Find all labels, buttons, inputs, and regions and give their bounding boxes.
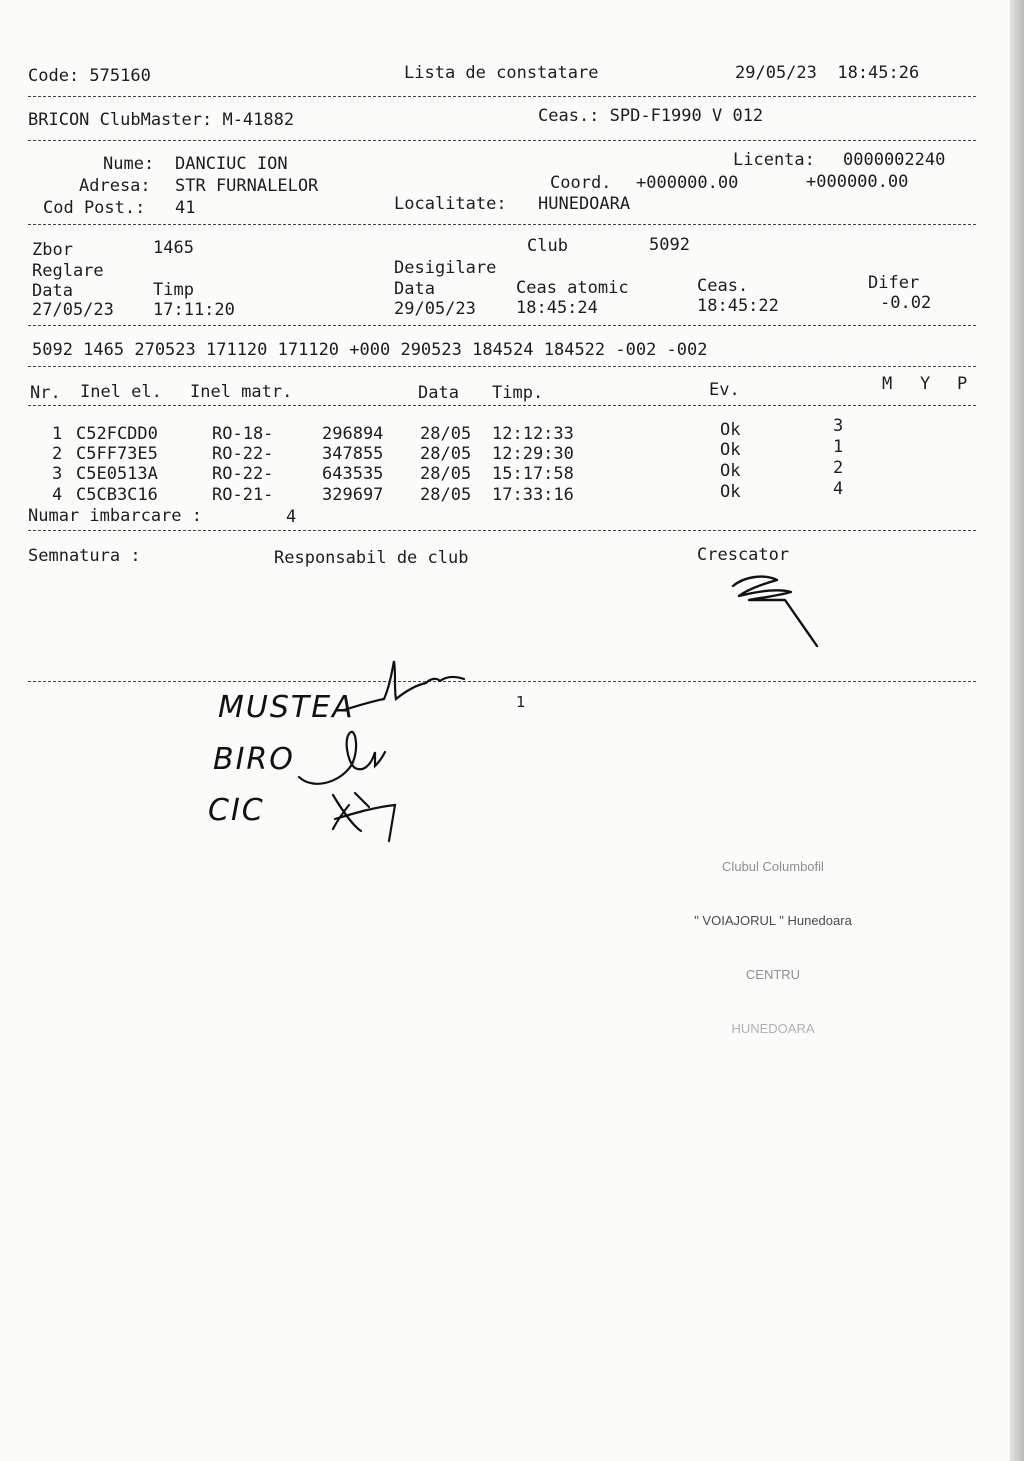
divider	[28, 96, 976, 97]
ceas-atomic-label: Ceas atomic	[516, 278, 629, 298]
stamp-line: " VOIAJORUL " Hunedoara	[694, 913, 852, 928]
row-inel-el: C5FF73E5	[76, 444, 158, 464]
row-ring-number: 296894	[322, 424, 384, 444]
coord-2: +000000.00	[806, 172, 909, 192]
signature-scribble	[340, 655, 470, 725]
col-header-p: P	[957, 374, 968, 394]
desigilare-data: 29/05/23	[394, 299, 476, 319]
row-ring-number: 329697	[322, 485, 384, 505]
ceas-value: 18:45:22	[697, 296, 779, 316]
document-title: Lista de constatare	[404, 63, 599, 83]
row-inel-el: C5CB3C16	[76, 485, 158, 505]
row-time: 12:29:30	[492, 444, 574, 464]
stamp-line: HUNEDOARA	[731, 1021, 815, 1036]
reglare-data: 27/05/23	[32, 300, 114, 320]
col-header-data: Data	[418, 383, 459, 403]
divider	[28, 405, 976, 406]
col-header-m: M	[882, 374, 893, 394]
name-label: Nume:	[103, 154, 155, 174]
owner-name: DANCIUC ION	[175, 154, 288, 174]
row-ring-number: 643535	[322, 464, 384, 484]
row-nr: 1	[52, 424, 63, 444]
stamp-line: Clubul Columbofil	[722, 859, 824, 874]
col-header-timp: Timp.	[492, 383, 544, 403]
row-inel-el: C5E0513A	[76, 464, 158, 484]
reglare-label: Reglare	[32, 261, 104, 281]
owner-address: STR FURNALELOR	[175, 176, 319, 196]
row-ring-prefix: RO-18-	[212, 424, 274, 444]
stamp-line: CENTRU	[745, 967, 801, 982]
breeder-label: Crescator	[697, 545, 790, 565]
handwritten-name: BIRO	[213, 742, 295, 777]
clock-id: Ceas.: SPD-F1990 V 012	[538, 106, 764, 126]
row-inel-el: C52FCDD0	[76, 424, 158, 444]
row-date: 28/05	[420, 485, 472, 505]
locality: HUNEDOARA	[538, 194, 631, 214]
page-number: 1	[516, 693, 526, 711]
count-value: 4	[286, 507, 297, 527]
row-time: 17:33:16	[492, 485, 574, 505]
row-status: Ok	[720, 440, 741, 460]
row-m: 4	[833, 479, 844, 499]
count-label: Numar imbarcare :	[28, 506, 202, 526]
coord-label: Coord.	[550, 173, 612, 193]
signature-label: Semnatura :	[28, 546, 141, 566]
locality-label: Localitate:	[394, 194, 507, 214]
row-date: 28/05	[420, 464, 472, 484]
row-status: Ok	[720, 420, 741, 440]
owner-postal: 41	[175, 198, 196, 218]
col-header-nr: Nr.	[30, 383, 61, 403]
row-time: 12:12:33	[492, 424, 574, 444]
club-value: 5092	[649, 235, 690, 255]
col-header-y: Y	[920, 374, 931, 394]
postal-label: Cod Post.:	[43, 198, 146, 218]
divider	[28, 366, 976, 367]
clubmaster-id: BRICON ClubMaster: M-41882	[28, 110, 295, 130]
divider	[28, 681, 976, 682]
row-time: 15:17:58	[492, 464, 574, 484]
row-status: Ok	[720, 482, 741, 502]
row-ring-prefix: RO-21-	[212, 485, 274, 505]
handwritten-name: CIC	[208, 793, 265, 828]
row-m: 2	[833, 458, 844, 478]
divider	[28, 530, 976, 531]
zbor-label: Zbor	[32, 240, 73, 260]
divider	[28, 140, 976, 141]
col-header-inel-matr: Inel matr.	[190, 382, 293, 402]
timp-label: Timp	[153, 280, 194, 300]
signature-scribble	[325, 785, 405, 845]
code-label: Code: 575160	[28, 66, 151, 86]
ceas-label: Ceas.	[697, 276, 749, 296]
row-m: 1	[833, 437, 844, 457]
row-m: 3	[833, 416, 844, 436]
divider	[28, 325, 976, 326]
handwritten-name: MUSTEA	[218, 690, 355, 725]
difer-value: -0.02	[880, 293, 932, 313]
print-datetime: 29/05/23 18:45:26	[735, 63, 920, 83]
licence-number: 0000002240	[843, 150, 946, 170]
club-label: Club	[527, 236, 568, 256]
row-date: 28/05	[420, 424, 472, 444]
club-stamp	[668, 822, 878, 1074]
row-nr: 4	[52, 485, 63, 505]
address-label: Adresa:	[79, 176, 151, 196]
row-nr: 2	[52, 444, 63, 464]
row-ring-number: 347855	[322, 444, 384, 464]
ceas-atomic-value: 18:45:24	[516, 298, 598, 318]
row-nr: 3	[52, 464, 63, 484]
difer-label: Difer	[868, 273, 920, 293]
club-responsible-label: Responsabil de club	[274, 548, 469, 568]
col-header-ev: Ev.	[709, 380, 740, 400]
row-ring-prefix: RO-22-	[212, 464, 274, 484]
data-label: Data	[32, 281, 73, 301]
zbor-value: 1465	[153, 238, 194, 258]
reglare-timp: 17:11:20	[153, 300, 235, 320]
divider	[28, 224, 976, 225]
row-date: 28/05	[420, 444, 472, 464]
breeder-signature	[725, 570, 835, 655]
data-label-2: Data	[394, 279, 435, 299]
licence-label: Licenta:	[733, 150, 815, 170]
coord-1: +000000.00	[636, 173, 739, 193]
page-edge	[1010, 0, 1024, 1461]
row-ring-prefix: RO-22-	[212, 444, 274, 464]
col-header-inel-el: Inel el.	[80, 382, 162, 402]
desigilare-label: Desigilare	[394, 258, 497, 278]
encoded-line: 5092 1465 270523 171120 171120 +000 290523 184524 184522 -002 -002	[32, 340, 708, 360]
row-status: Ok	[720, 461, 741, 481]
